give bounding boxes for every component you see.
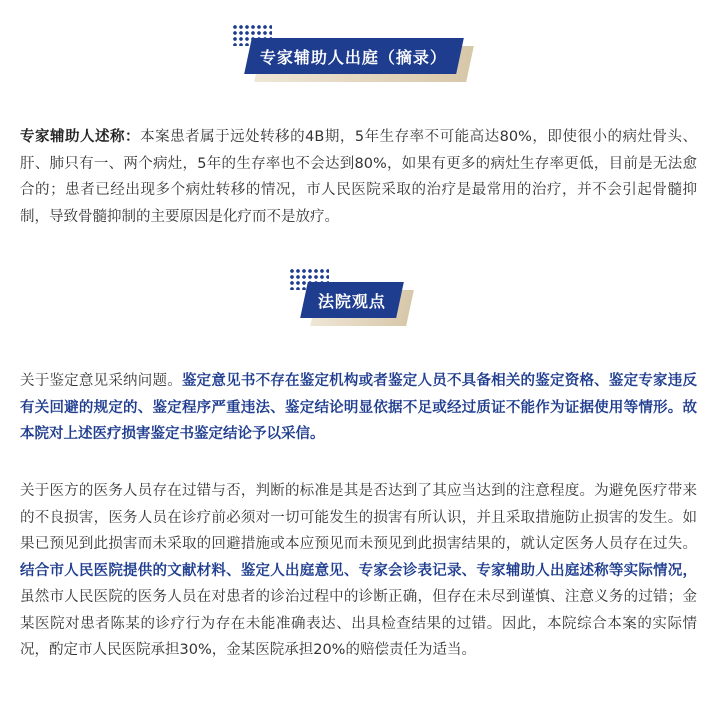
- section-header-court: [0, 268, 717, 328]
- fault-paragraph: [20, 478, 697, 664]
- section-header-expert: [0, 24, 717, 84]
- fault-text-part2: 虽然市人民医院的医务人员在对患者的诊治过程中的诊断正确，但存在未尽到谨慎、注意义务的过错；金某医院对患者陈某的诊疗行为存在未能准确表达、出具检查结果的过错。因此，本院综合本案的实际情况，酌定市人民医院承担30%，金某医院承担20%的赔偿责任为适当。: [20, 589, 697, 658]
- expert-statement-label: 专家辅助人述称：: [20, 129, 141, 145]
- section-title-court: 法院观点: [317, 291, 386, 311]
- header-title-bar: [300, 282, 404, 318]
- fault-text-part1: 关于医方的医务人员存在过错与否，判断的标准是其是否达到了其应当达到的注意程度。为避免医疗带来的不良损害，医务人员在诊疗前必须对一切可能发生的损害有所认识，并且采取措施防止损害的发生。如果已预见到此损害而未采取的回避措施或本应预见而未预见到此损害结果的，就认定医务人员存在过失。: [20, 483, 697, 552]
- expert-statement-paragraph: [20, 124, 697, 230]
- section-title-expert: 专家辅助人出庭（摘录）: [260, 47, 448, 67]
- expert-statement-text: 本案患者属于远处转移的4B期，5年生存率不可能高达80%，即使很小的病灶骨头、肝、肺只有一、两个病灶，5年的生存率也不会达到80%，如果有更多的病灶生存率更低，目前是无法愈合的；患者已经出现多个病灶转移的情况，市人民医院采取的治疗是最常用的治疗，并不会引起骨髓抑制，导致骨髓抑制的主要原因是化疗而不是放疗。: [20, 129, 698, 225]
- fault-highlight-text: 结合市人民医院提供的文献材料、鉴定人出庭意见、专家会诊表记录、专家辅助人出庭述称等实际情况，: [20, 562, 697, 579]
- appraisal-highlight-text: 鉴定意见书不存在鉴定机构或者鉴定人员不具备相关的鉴定资格、鉴定专家违反有关回避的规定的、鉴定程序严重违法、鉴定结论明显依据不足或经过质证不能作为证据使用等情形。故本院对上述医疗损害鉴定书鉴定结论予以采信。: [20, 373, 698, 442]
- header-title-bar: [244, 38, 464, 74]
- appraisal-lead-text: 关于鉴定意见采纳问题。: [20, 373, 182, 389]
- appraisal-paragraph: [20, 368, 697, 448]
